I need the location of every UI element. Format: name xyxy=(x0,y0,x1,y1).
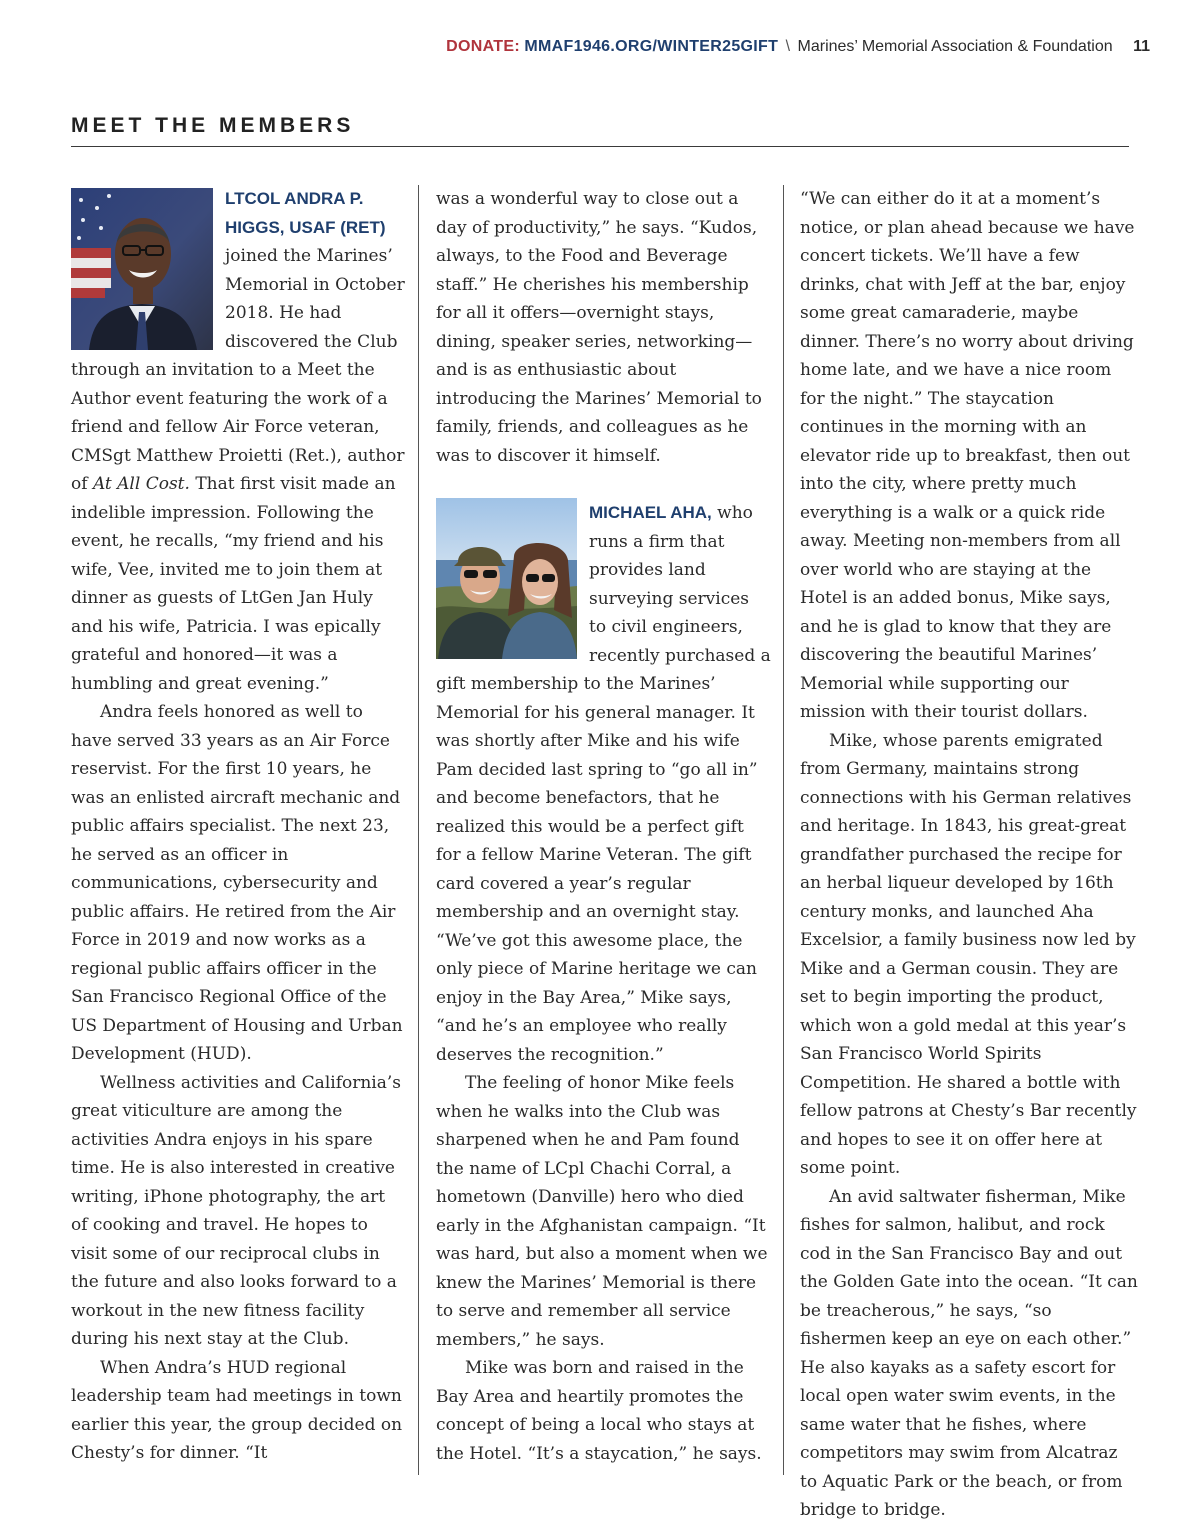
paragraph-text: That first visit made an indelible impression. Following the event, he recalls, “my friend and his wife, Vee, invited me to join them at dinner as guests of LtGen Jan Huly and his wife, Patricia. I was epically grateful and honored—it was a humbling and great evening.” xyxy=(71,474,396,694)
donate-label: DONATE: xyxy=(446,38,520,55)
portrait-photo-andra-higgs xyxy=(71,188,213,350)
photo-michael-and-pam-aha xyxy=(436,498,577,659)
paragraph-text: An avid saltwater fisherman, Mike fishes for salmon, halibut, and rock cod in the San Francisco Bay and out the Golden Gate into the ocean. “It can be treacherous,” he says, “so fishermen keep an eye on each other.” He also kayaks as a safety escort for local open water swim events, in the same water that he fishes, where competitors may swim from Alcatraz to Aquatic Park or the beach, or from bridge to bridge. xyxy=(800,1186,1138,1520)
member-name-michael-aha: MICHAEL AHA, xyxy=(589,503,712,522)
column-divider xyxy=(418,185,419,1475)
paragraph-spacer xyxy=(436,470,771,499)
section-divider xyxy=(71,146,1129,147)
page-header xyxy=(0,38,1150,56)
donate-url-link[interactable]: MMAF1946.ORG/WINTER25GIFT xyxy=(524,38,779,55)
paragraph-text: Wellness activities and California’s great viticulture are among the activities Andra enjoys in his spare time. He is also interested in creative writing, iPhone photography, the art of cooking and travel. He hopes to visit some of our reciprocal clubs in the future and also looks forward to a workout in the new fitness facility during his next stay at the Club. xyxy=(71,1072,401,1349)
page-number: 11 xyxy=(1133,38,1150,55)
header-separator: \ xyxy=(785,38,791,55)
org-name: Marines’ Memorial Association & Foundation xyxy=(797,38,1113,55)
paragraph-text: “We can either do it at a moment’s notice, or plan ahead because we have concert tickets. We’ll have a few drinks, chat with Jeff at the bar, enjoy some great camaraderie, maybe dinner. There’s no worry about driving home late, and we have a nice room for the night.” The staycation continues in the morning with an elevator ride up to breakfast, then out into the city, where pretty much everything is a walk or a quick ride away. Meeting non-members from all over world who are staying at the Hotel is an added bonus, Mike says, and he is glad to know that they are discovering the beautiful Marines’ Memorial while supporting our mission with their tourist dollars. xyxy=(800,189,1135,722)
paragraph-text: Mike was born and raised in the Bay Area and heartily promotes the concept of being a local who stays at the Hotel. “It’s a staycation,” he says. xyxy=(436,1358,762,1464)
paragraph-text: joined the Marines’ Memorial in October 2018. He had discovered the Club through an invitation to a Meet the Author event featuring the work of a friend and fellow Air Force veteran, CMSgt Matthew Proietti (Ret.), author of xyxy=(71,246,405,494)
paragraph-text: Andra feels honored as well to have served 33 years as an Air Force reservist. For the first 10 years, he was an enlisted aircraft mechanic and public affairs specialist. The next 23, he served as an officer in communications, cybersecurity and public affairs. He retired from the Air Force in 2019 and now works as a regional public affairs officer in the San Francisco Regional Office of the US Department of Housing and Urban Development (HUD). xyxy=(71,702,403,1064)
section-title: MEET THE MEMBERS xyxy=(71,114,355,137)
book-title: At All Cost. xyxy=(92,474,190,494)
article-column-1 xyxy=(71,185,405,1468)
paragraph-text: The feeling of honor Mike feels when he walks into the Club was sharpened when he and Pam found the name of LCpl Chachi Corral, a hometown (Danville) hero who died early in the Afghanistan campaign. “It was hard, but also a moment when we knew the Marines’ Memorial is there to serve and remember all service members,” he says. xyxy=(436,1073,768,1350)
paragraph-text: who runs a firm that provides land surveying services to civil engineers, recently purchased a gift membership to the Marines’ Memorial for his general manager. It was shortly after Mike and his wife Pam decided last spring to “go all in” and become benefactors, that he realized this would be a perfect gift for a fellow Marine Veteran. The gift card covered a year’s regular membership and an overnight stay. “We’ve got this awesome place, the only piece of Marine heritage we can enjoy in the Bay Area,” Mike says, “and he’s an employee who really deserves the recognition.” xyxy=(436,503,771,1065)
paragraph-text: Mike, whose parents emigrated from Germany, maintains strong connections with his German relatives and heritage. In 1843, his great-great grandfather purchased the recipe for an herbal liqueur developed by 16th century monks, and launched Aha Excelsior, a family business now led by Mike and a German cousin. They are set to begin importing the product, which won a gold medal at this year’s San Francisco World Spirits Competition. He shared a bottle with fellow patrons at Chesty’s Bar recently and hopes to see it on offer here at some point. xyxy=(800,730,1137,1178)
member-name-andra-higgs: LTCOL ANDRA P. HIGGS, USAF (RET) xyxy=(225,189,386,237)
paragraph-text: was a wonderful way to close out a day of productivity,” he says. “Kudos, always, to the Food and Beverage staff.” He cherishes his membership for all it offers—overnight stays, dining, speaker series, networking—and is as enthusiastic about introducing the Marines’ Memorial to family, friends, and colleagues as he was to discover it himself. xyxy=(436,189,762,466)
column-divider xyxy=(783,185,784,1475)
article-column-2 xyxy=(436,185,771,1468)
article-column-3 xyxy=(800,185,1138,1525)
paragraph-text: When Andra’s HUD regional leadership team had meetings in town earlier this year, the group decided on Chesty’s for dinner. “It xyxy=(71,1357,403,1463)
